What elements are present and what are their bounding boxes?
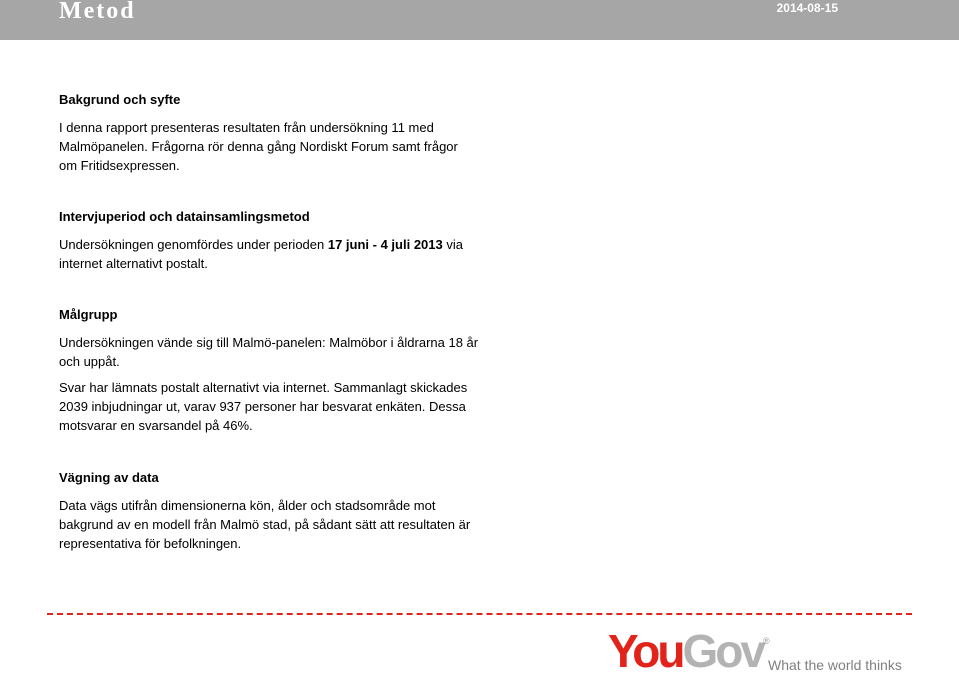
section-heading-background: Bakgrund och syfte [59, 92, 181, 107]
section-text-background: I denna rapport presenteras resultaten från undersökning 11 med Malmöpanelen. Frågorna rör denna gång Nordiskt Forum samt frågor om Fritidsexpressen. [59, 120, 458, 173]
yougov-logo [608, 625, 908, 677]
section-text-weighting: Data vägs utifrån dimensionerna kön, ålder och stadsområde mot bakgrund av en modell från Malmö stad, på sådant sätt att resultaten är representativa för befolkningen. [59, 498, 471, 551]
section-text-target-2: Svar har lämnats postalt alternativt via internet. Sammanlagt skickades 2039 inbjudningar ut, varav 937 personer har besvarat enkäten. Dessa motsvarar en svarsandel på 46%. [59, 380, 468, 433]
interview-text-end: via internet alternativt postalt. [59, 237, 463, 271]
logo-you: You [608, 625, 683, 677]
report-date: 2014-08-15 [776, 1, 838, 15]
registered-mark: ® [763, 636, 770, 646]
logo-gov: Gov [682, 625, 763, 677]
footer-divider [47, 613, 912, 615]
page-title: Metod [59, 0, 136, 24]
interview-period: 17 juni - 4 juli 2013 [327, 237, 443, 252]
logo-tagline: What the world thinks [768, 657, 902, 673]
section-heading-target: Målgrupp [59, 307, 118, 322]
logo-wordmark [608, 625, 763, 677]
interview-text-start: Undersökningen genomfördes under perioden [59, 237, 328, 252]
header-bar [0, 0, 959, 40]
section-heading-interview: Intervjuperiod och datainsamlingsmetod [59, 209, 310, 224]
section-heading-weighting: Vägning av data [59, 470, 159, 485]
section-text-target-1: Undersökningen vände sig till Malmö-panelen: Malmöbor i åldrarna 18 år och uppåt. [59, 335, 479, 369]
section-text-interview [59, 235, 479, 273]
